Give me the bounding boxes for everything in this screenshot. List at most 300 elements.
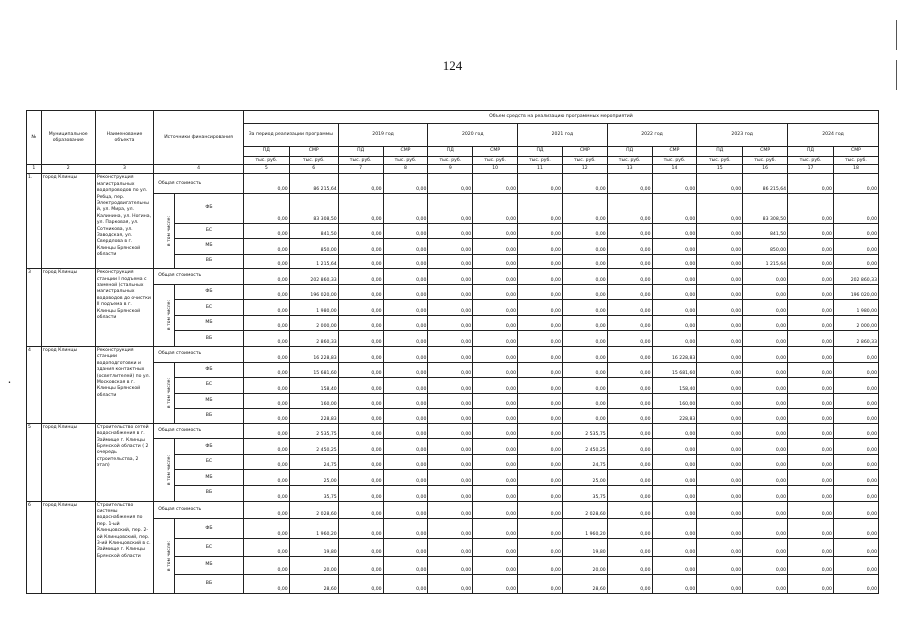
value-cell: 0,00 xyxy=(788,284,834,300)
value-cell: 0,00 xyxy=(428,539,473,557)
value-cell: 0,00 xyxy=(473,409,518,423)
value-cell: 24,75 xyxy=(289,454,338,470)
value-cell: 0,00 xyxy=(473,574,518,593)
value-cell: 0,00 xyxy=(243,409,289,423)
value-cell: 0,00 xyxy=(697,393,743,409)
header-unit: тыс. руб. xyxy=(473,156,518,165)
value-cell: 0,00 xyxy=(338,485,383,501)
total-cost-label: Общая стоимость xyxy=(154,174,244,194)
source-label: МБ xyxy=(175,470,244,486)
value-cell: 0,00 xyxy=(607,557,652,575)
value-cell: 0,00 xyxy=(562,362,607,378)
value-cell: 0,00 xyxy=(428,239,473,255)
value-cell: 0,00 xyxy=(743,269,788,285)
header-unit: тыс. руб. xyxy=(383,156,428,165)
value-cell: 0,00 xyxy=(338,239,383,255)
value-cell: 0,00 xyxy=(697,557,743,575)
value-cell: 0,00 xyxy=(383,557,428,575)
row-municipality: город Клинцы xyxy=(41,174,95,269)
value-cell: 2 028,60 xyxy=(562,501,607,519)
table-row xyxy=(27,519,879,539)
value-cell: 0,00 xyxy=(607,254,652,268)
value-cell: 0,00 xyxy=(743,454,788,470)
row-object: Реконструкция станции водоподготовки и здания контактных (осветлителей) по ул. Московская в г. Клинцы Брянской области xyxy=(95,346,153,423)
value-cell: 35,75 xyxy=(562,485,607,501)
table-row xyxy=(27,423,879,439)
value-cell: 0,00 xyxy=(788,409,834,423)
table-row xyxy=(27,269,879,285)
value-cell: 0,00 xyxy=(518,393,563,409)
value-cell: 0,00 xyxy=(652,519,697,539)
value-cell: 25,00 xyxy=(562,470,607,486)
value-cell: 0,00 xyxy=(652,239,697,255)
value-cell: 83 308,50 xyxy=(289,194,338,223)
value-cell: 0,00 xyxy=(383,470,428,486)
column-number: 14 xyxy=(652,165,697,174)
source-label: МБ xyxy=(175,239,244,255)
value-cell: 0,00 xyxy=(697,239,743,255)
header-smr: СМР xyxy=(652,146,697,156)
value-cell: 0,00 xyxy=(562,284,607,300)
source-label: БС xyxy=(175,223,244,239)
value-cell: 0,00 xyxy=(833,485,878,501)
value-cell: 196 020,00 xyxy=(289,284,338,300)
value-cell: 0,00 xyxy=(833,223,878,239)
value-cell: 0,00 xyxy=(383,331,428,347)
value-cell: 841,50 xyxy=(289,223,338,239)
value-cell: 0,00 xyxy=(833,378,878,394)
value-cell: 0,00 xyxy=(833,362,878,378)
header-pd: ПД xyxy=(338,146,383,156)
value-cell: 1 980,00 xyxy=(289,300,338,316)
value-cell: 0,00 xyxy=(338,539,383,557)
value-cell: 0,00 xyxy=(743,346,788,362)
value-cell: 0,00 xyxy=(243,423,289,439)
value-cell: 0,00 xyxy=(788,346,834,362)
value-cell: 0,00 xyxy=(518,439,563,455)
source-label: ВБ xyxy=(175,254,244,268)
value-cell: 0,00 xyxy=(743,470,788,486)
value-cell: 0,00 xyxy=(428,300,473,316)
value-cell: 0,00 xyxy=(562,194,607,223)
value-cell: 202 860,33 xyxy=(833,269,878,285)
header-unit: тыс. руб. xyxy=(697,156,743,165)
table-row xyxy=(27,501,879,519)
value-cell: 0,00 xyxy=(473,470,518,486)
value-cell: 0,00 xyxy=(743,393,788,409)
value-cell: 0,00 xyxy=(428,269,473,285)
value-cell: 0,00 xyxy=(243,393,289,409)
incl-label xyxy=(154,362,175,423)
value-cell: 0,00 xyxy=(338,300,383,316)
value-cell: 850,00 xyxy=(289,239,338,255)
value-cell: 0,00 xyxy=(518,254,563,268)
total-cost-label: Общая стоимость xyxy=(154,501,244,519)
value-cell: 0,00 xyxy=(697,501,743,519)
value-cell: 0,00 xyxy=(562,331,607,347)
value-cell: 160,00 xyxy=(652,393,697,409)
financing-table xyxy=(26,110,879,594)
value-cell: 0,00 xyxy=(788,239,834,255)
value-cell: 0,00 xyxy=(243,485,289,501)
value-cell: 0,00 xyxy=(652,439,697,455)
row-number: 6 xyxy=(27,501,42,594)
header-smr: СМР xyxy=(383,146,428,156)
value-cell: 0,00 xyxy=(338,378,383,394)
value-cell: 0,00 xyxy=(833,239,878,255)
value-cell: 0,00 xyxy=(338,315,383,331)
value-cell: 158,40 xyxy=(289,378,338,394)
value-cell: 0,00 xyxy=(562,378,607,394)
value-cell: 0,00 xyxy=(383,423,428,439)
value-cell: 0,00 xyxy=(518,269,563,285)
column-number: 9 xyxy=(428,165,473,174)
value-cell: 0,00 xyxy=(428,574,473,593)
header-smr: СМР xyxy=(833,146,878,156)
value-cell: 2 028,60 xyxy=(289,501,338,519)
column-number: 6 xyxy=(289,165,338,174)
value-cell: 83 308,50 xyxy=(743,194,788,223)
source-label: ВБ xyxy=(175,574,244,593)
value-cell: 0,00 xyxy=(473,254,518,268)
value-cell: 0,00 xyxy=(383,346,428,362)
value-cell: 1 980,00 xyxy=(833,300,878,316)
source-label: ВБ xyxy=(175,485,244,501)
table-row xyxy=(27,439,879,455)
value-cell: 0,00 xyxy=(243,269,289,285)
value-cell: 0,00 xyxy=(243,315,289,331)
value-cell: 16 228,83 xyxy=(289,346,338,362)
value-cell: 0,00 xyxy=(607,574,652,593)
source-label: ВБ xyxy=(175,331,244,347)
value-cell: 0,00 xyxy=(788,539,834,557)
header-pd: ПД xyxy=(243,146,289,156)
header-unit: тыс. руб. xyxy=(518,156,563,165)
value-cell: 228,83 xyxy=(289,409,338,423)
value-cell: 0,00 xyxy=(788,393,834,409)
value-cell: 0,00 xyxy=(383,409,428,423)
value-cell: 0,00 xyxy=(518,284,563,300)
value-cell: 0,00 xyxy=(607,423,652,439)
header-smr: СМР xyxy=(473,146,518,156)
value-cell: 0,00 xyxy=(743,501,788,519)
value-cell: 2 535,75 xyxy=(289,423,338,439)
value-cell: 0,00 xyxy=(338,470,383,486)
value-cell: 0,00 xyxy=(788,194,834,223)
incl-label-text: в том числе: xyxy=(167,300,173,331)
value-cell: 0,00 xyxy=(833,470,878,486)
incl-label-text: в том числе: xyxy=(167,216,173,247)
value-cell: 15 681,60 xyxy=(289,362,338,378)
value-cell: 0,00 xyxy=(243,300,289,316)
value-cell: 0,00 xyxy=(607,315,652,331)
value-cell: 0,00 xyxy=(338,194,383,223)
header-municipality: Муниципальное образование xyxy=(41,111,95,165)
header-unit: тыс. руб. xyxy=(607,156,652,165)
value-cell: 0,00 xyxy=(428,557,473,575)
value-cell: 0,00 xyxy=(652,501,697,519)
value-cell: 0,00 xyxy=(788,501,834,519)
value-cell: 0,00 xyxy=(607,346,652,362)
header-unit: тыс. руб. xyxy=(428,156,473,165)
value-cell: 0,00 xyxy=(383,284,428,300)
column-number: 10 xyxy=(473,165,518,174)
row-municipality: город Клинцы xyxy=(41,501,95,594)
value-cell: 0,00 xyxy=(338,439,383,455)
incl-label-text: в том числе: xyxy=(167,454,173,485)
value-cell: 0,00 xyxy=(607,239,652,255)
value-cell: 0,00 xyxy=(518,378,563,394)
value-cell: 0,00 xyxy=(383,539,428,557)
incl-label xyxy=(154,194,175,269)
value-cell: 2 000,00 xyxy=(833,315,878,331)
value-cell: 0,00 xyxy=(338,269,383,285)
header-period: 2020 год xyxy=(428,124,518,146)
value-cell: 0,00 xyxy=(518,557,563,575)
value-cell: 0,00 xyxy=(788,269,834,285)
edge-line xyxy=(896,60,897,90)
value-cell: 0,00 xyxy=(697,409,743,423)
column-number: 4 xyxy=(154,165,244,174)
value-cell: 0,00 xyxy=(383,239,428,255)
value-cell: 2 860,33 xyxy=(833,331,878,347)
column-number: 1 xyxy=(27,165,42,174)
value-cell: 0,00 xyxy=(428,331,473,347)
value-cell: 0,00 xyxy=(383,454,428,470)
value-cell: 0,00 xyxy=(743,423,788,439)
value-cell: 0,00 xyxy=(652,284,697,300)
value-cell: 0,00 xyxy=(518,223,563,239)
value-cell: 0,00 xyxy=(243,174,289,194)
value-cell: 35,75 xyxy=(289,485,338,501)
value-cell: 0,00 xyxy=(697,423,743,439)
value-cell: 0,00 xyxy=(652,423,697,439)
value-cell: 0,00 xyxy=(607,470,652,486)
value-cell: 0,00 xyxy=(473,362,518,378)
value-cell: 0,00 xyxy=(428,254,473,268)
incl-label xyxy=(154,284,175,346)
value-cell: 0,00 xyxy=(562,393,607,409)
value-cell: 0,00 xyxy=(243,574,289,593)
value-cell: 0,00 xyxy=(383,223,428,239)
value-cell: 0,00 xyxy=(697,362,743,378)
value-cell: 0,00 xyxy=(562,409,607,423)
edge-line xyxy=(896,20,897,50)
value-cell: 0,00 xyxy=(338,346,383,362)
value-cell: 0,00 xyxy=(607,284,652,300)
header-smr: СМР xyxy=(743,146,788,156)
source-label: ФБ xyxy=(175,284,244,300)
value-cell: 0,00 xyxy=(243,439,289,455)
source-label: МБ xyxy=(175,315,244,331)
header-smr: СМР xyxy=(289,146,338,156)
value-cell: 0,00 xyxy=(788,454,834,470)
value-cell: 0,00 xyxy=(518,239,563,255)
value-cell: 0,00 xyxy=(338,454,383,470)
value-cell: 0,00 xyxy=(383,519,428,539)
value-cell: 0,00 xyxy=(338,254,383,268)
value-cell: 0,00 xyxy=(743,284,788,300)
row-object: Реконструкция станции I подъема с заменой (стальных магистральных водоводов до очистки II подъема в г. Клинцы Брянской области xyxy=(95,269,153,347)
value-cell: 0,00 xyxy=(697,378,743,394)
table-row xyxy=(27,284,879,300)
value-cell: 0,00 xyxy=(833,409,878,423)
value-cell: 158,40 xyxy=(652,378,697,394)
header-smr: СМР xyxy=(562,146,607,156)
value-cell: 0,00 xyxy=(697,315,743,331)
value-cell: 0,00 xyxy=(743,362,788,378)
value-cell: 0,00 xyxy=(338,519,383,539)
value-cell: 0,00 xyxy=(607,454,652,470)
value-cell: 0,00 xyxy=(428,409,473,423)
value-cell: 1 960,20 xyxy=(562,519,607,539)
value-cell: 0,00 xyxy=(833,454,878,470)
header-unit: тыс. руб. xyxy=(289,156,338,165)
value-cell: 0,00 xyxy=(383,439,428,455)
value-cell: 0,00 xyxy=(788,470,834,486)
value-cell: 0,00 xyxy=(788,378,834,394)
header-unit: тыс. руб. xyxy=(833,156,878,165)
value-cell: 0,00 xyxy=(697,223,743,239)
value-cell: 0,00 xyxy=(833,423,878,439)
value-cell: 0,00 xyxy=(518,174,563,194)
value-cell: 0,00 xyxy=(788,300,834,316)
value-cell: 0,00 xyxy=(743,574,788,593)
value-cell: 0,00 xyxy=(788,315,834,331)
value-cell: 0,00 xyxy=(428,454,473,470)
total-cost-label: Общая стоимость xyxy=(154,346,244,362)
value-cell: 0,00 xyxy=(473,239,518,255)
value-cell: 0,00 xyxy=(383,174,428,194)
value-cell: 0,00 xyxy=(697,574,743,593)
value-cell: 0,00 xyxy=(473,378,518,394)
value-cell: 0,00 xyxy=(607,300,652,316)
value-cell: 0,00 xyxy=(652,194,697,223)
value-cell: 0,00 xyxy=(743,439,788,455)
value-cell: 0,00 xyxy=(338,223,383,239)
value-cell: 228,83 xyxy=(652,409,697,423)
value-cell: 0,00 xyxy=(383,393,428,409)
value-cell: 0,00 xyxy=(833,254,878,268)
value-cell: 0,00 xyxy=(833,539,878,557)
value-cell: 0,00 xyxy=(607,362,652,378)
value-cell: 1 215,64 xyxy=(743,254,788,268)
value-cell: 0,00 xyxy=(428,174,473,194)
value-cell: 0,00 xyxy=(697,470,743,486)
value-cell: 2 450,25 xyxy=(562,439,607,455)
column-number: 17 xyxy=(788,165,834,174)
source-label: БС xyxy=(175,378,244,394)
value-cell: 0,00 xyxy=(428,439,473,455)
value-cell: 0,00 xyxy=(607,409,652,423)
value-cell: 24,75 xyxy=(562,454,607,470)
value-cell: 0,00 xyxy=(833,346,878,362)
incl-label-text: в том числе: xyxy=(167,377,173,408)
source-label: БС xyxy=(175,454,244,470)
incl-label xyxy=(154,519,175,594)
value-cell: 0,00 xyxy=(383,315,428,331)
value-cell: 0,00 xyxy=(607,501,652,519)
value-cell: 0,00 xyxy=(607,269,652,285)
value-cell: 0,00 xyxy=(743,539,788,557)
value-cell: 0,00 xyxy=(607,485,652,501)
value-cell: 0,00 xyxy=(518,362,563,378)
value-cell: 0,00 xyxy=(697,485,743,501)
value-cell: 0,00 xyxy=(743,315,788,331)
value-cell: 0,00 xyxy=(473,519,518,539)
value-cell: 0,00 xyxy=(562,239,607,255)
header-period: 2023 год xyxy=(697,124,788,146)
column-number: 16 xyxy=(743,165,788,174)
header-pd: ПД xyxy=(518,146,563,156)
header-unit: тыс. руб. xyxy=(562,156,607,165)
value-cell: 20,00 xyxy=(289,557,338,575)
value-cell: 0,00 xyxy=(652,300,697,316)
value-cell: 0,00 xyxy=(788,174,834,194)
value-cell: 0,00 xyxy=(428,423,473,439)
value-cell: 0,00 xyxy=(243,519,289,539)
value-cell: 16 228,83 xyxy=(652,346,697,362)
value-cell: 0,00 xyxy=(743,300,788,316)
value-cell: 0,00 xyxy=(697,269,743,285)
value-cell: 0,00 xyxy=(473,284,518,300)
value-cell: 0,00 xyxy=(788,485,834,501)
row-number: 4 xyxy=(27,346,42,423)
value-cell: 0,00 xyxy=(788,439,834,455)
source-label: ФБ xyxy=(175,194,244,223)
value-cell: 0,00 xyxy=(562,315,607,331)
header-unit: тыс. руб. xyxy=(652,156,697,165)
header-period: За период реализации программы xyxy=(243,124,338,146)
table-row xyxy=(27,362,879,378)
value-cell: 2 535,75 xyxy=(562,423,607,439)
column-number: 3 xyxy=(95,165,153,174)
value-cell: 0,00 xyxy=(607,393,652,409)
value-cell: 0,00 xyxy=(652,315,697,331)
value-cell: 0,00 xyxy=(383,574,428,593)
value-cell: 0,00 xyxy=(338,423,383,439)
value-cell: 2 000,00 xyxy=(289,315,338,331)
value-cell: 0,00 xyxy=(518,409,563,423)
value-cell: 0,00 xyxy=(338,574,383,593)
value-cell: 0,00 xyxy=(788,254,834,268)
column-number: 2 xyxy=(41,165,95,174)
value-cell: 25,00 xyxy=(289,470,338,486)
header-pd: ПД xyxy=(697,146,743,156)
value-cell: 0,00 xyxy=(518,423,563,439)
row-object: Строительство системы водоснабжения по пер. 1-ый Клинцовский, пер. 2-ой Клинцовский, пер. 3-ий Клинцовский в с. Займище г. Клинцы Брянской области xyxy=(95,501,153,594)
header-pd: ПД xyxy=(428,146,473,156)
value-cell: 0,00 xyxy=(607,539,652,557)
value-cell: 2 450,25 xyxy=(289,439,338,455)
column-number: 11 xyxy=(518,165,563,174)
column-number: 7 xyxy=(338,165,383,174)
header-unit: тыс. руб. xyxy=(243,156,289,165)
value-cell: 2 860,33 xyxy=(289,331,338,347)
value-cell: 0,00 xyxy=(473,454,518,470)
value-cell: 0,00 xyxy=(338,362,383,378)
header-unit: тыс. руб. xyxy=(788,156,834,165)
value-cell: 0,00 xyxy=(243,454,289,470)
value-cell: 0,00 xyxy=(428,519,473,539)
table-row xyxy=(27,174,879,194)
incl-label xyxy=(154,439,175,501)
value-cell: 0,00 xyxy=(243,378,289,394)
value-cell: 0,00 xyxy=(833,501,878,519)
value-cell: 0,00 xyxy=(833,519,878,539)
value-cell: 0,00 xyxy=(788,223,834,239)
value-cell: 0,00 xyxy=(243,194,289,223)
